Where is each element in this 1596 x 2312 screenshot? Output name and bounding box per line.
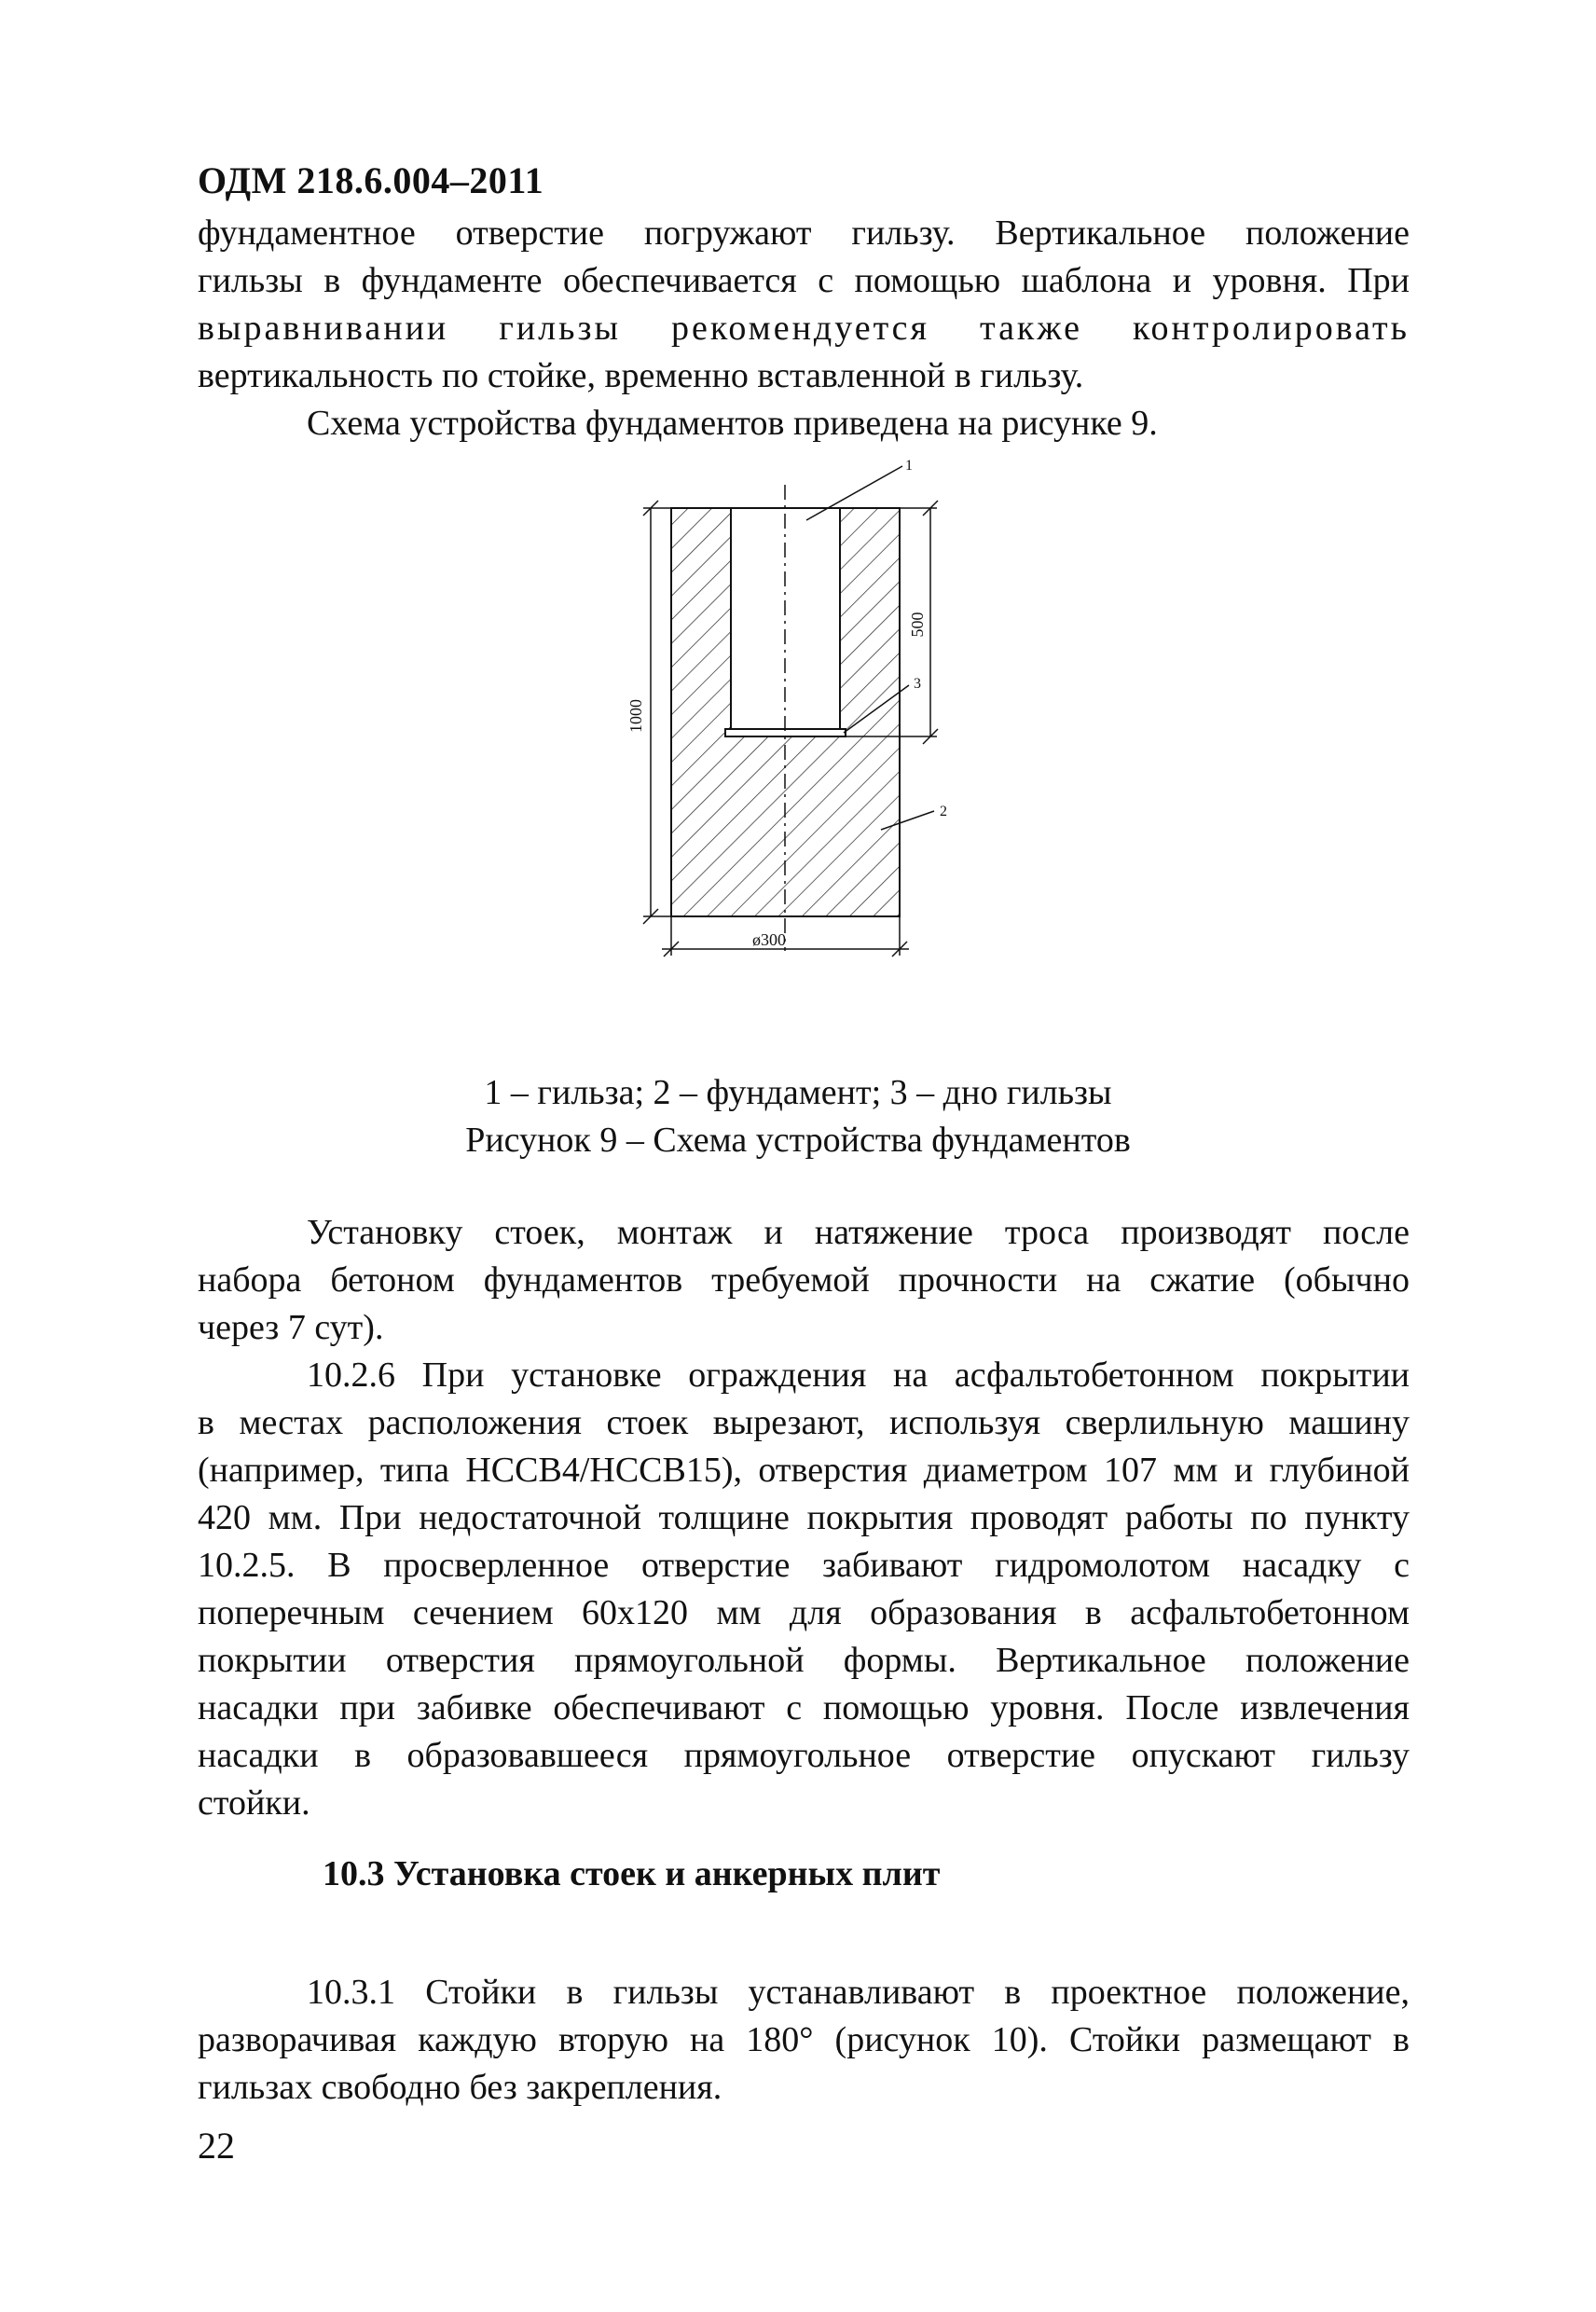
- text-line: 10.2.5. В просверленное отверстие забивают гидромолотом насадку с: [198, 1546, 1410, 1585]
- callout-2-label: 2: [940, 804, 947, 819]
- text-line: 10.2.6 При установке ограждения на асфальтобетонном покрытии: [307, 1356, 1410, 1395]
- figure-caption: Рисунок 9 – Схема устройства фундаментов: [465, 1121, 1131, 1160]
- callout-3-label: 3: [914, 676, 921, 692]
- text-line: 420 мм. При недостаточной толщине покрытия проводят работы по пункту: [198, 1498, 1410, 1537]
- text-line: Схема устройства фундаментов приведена на рисунке 9.: [307, 404, 1158, 443]
- text-line: (например, типа НССВ4/НССВ15), отверстия диаметром 107 мм и глубиной: [198, 1451, 1410, 1490]
- text-line: фундаментное отверстие погружают гильзу. Вертикальное положение: [198, 213, 1410, 253]
- dimension-500: [908, 501, 938, 744]
- figure-legend: 1 – гильза; 2 – фундамент; 3 – дно гильзы: [484, 1073, 1112, 1112]
- text-line: гильзах свободно без закрепления.: [198, 2068, 722, 2107]
- text-line: гильзы в фундаменте обеспечивается с помощью шаблона и уровня. При: [198, 261, 1410, 300]
- text-line: в местах расположения стоек вырезают, используя сверлильную машину: [198, 1403, 1410, 1442]
- foundation-scheme-drawing: [597, 457, 970, 979]
- dimension-500-label: 500: [908, 612, 927, 638]
- text-line: насадки в образовавшееся прямоугольное отверстие опускают гильзу: [198, 1736, 1410, 1775]
- dimension-1000: [626, 501, 658, 924]
- text-line: разворачивая каждую вторую на 180° (рисунок 10). Стойки размещают в: [198, 2020, 1410, 2059]
- text-line: выравнивании гильзы рекомендуется также контролировать: [198, 309, 1410, 348]
- foundation-scheme-figure: [597, 457, 970, 979]
- text-line: поперечным сечением 60х120 мм для образования в асфальтобетонном: [198, 1593, 1410, 1632]
- section-heading-10-3: 10.3 Установка стоек и анкерных плит: [323, 1854, 941, 1893]
- text-line: через 7 сут).: [198, 1308, 384, 1347]
- text-line: Установку стоек, монтаж и натяжение троса производят после: [307, 1213, 1410, 1252]
- text-line: 10.3.1 Стойки в гильзы устанавливают в проектное положение,: [307, 1973, 1410, 2012]
- paragraph-10-3-1: [198, 1969, 1410, 2112]
- install-paragraph: [198, 1209, 1410, 1352]
- dimension-1000-label: 1000: [626, 699, 645, 733]
- callout-1-label: 1: [905, 458, 913, 474]
- scheme-sentence-paragraph: [307, 400, 1410, 447]
- text-line: насадки при забивке обеспечивают с помощью уровня. После извлечения: [198, 1688, 1410, 1727]
- text-line: покрытии отверстия прямоугольной формы. Вертикальное положение: [198, 1641, 1410, 1680]
- intro-paragraph: [198, 210, 1410, 400]
- text-line: набора бетоном фундаментов требуемой прочности на сжатие (обычно: [198, 1260, 1410, 1300]
- dimension-diameter-label: ø300: [752, 930, 786, 949]
- page-number: 22: [198, 2125, 235, 2167]
- text-line: стойки.: [198, 1783, 310, 1823]
- text-line: вертикальность по стойке, временно вставленной в гильзу.: [198, 356, 1084, 395]
- paragraph-10-2-6: [198, 1352, 1410, 1827]
- document-code-header: ОДМ 218.6.004–2011: [198, 159, 544, 201]
